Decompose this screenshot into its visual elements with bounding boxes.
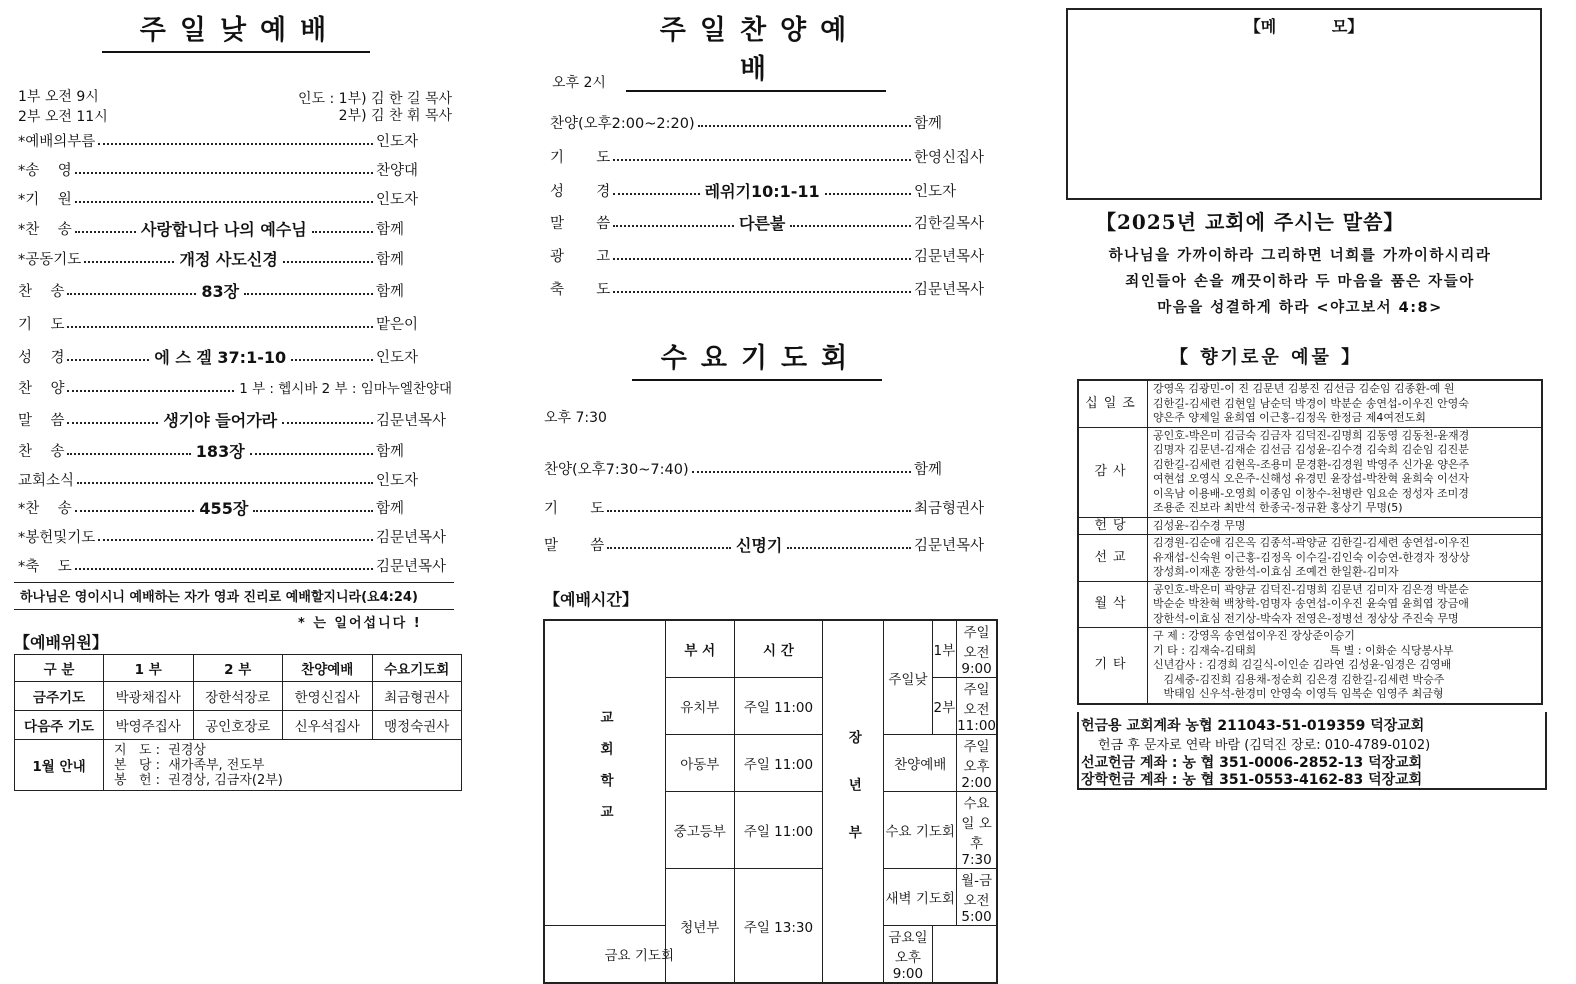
program-label: 성 경 (18, 350, 65, 366)
program-person: 함께 (914, 116, 943, 132)
program-item (18, 500, 454, 518)
adult-label: 장년부 (845, 730, 862, 873)
offerings-table (1077, 379, 1543, 705)
program-item (550, 183, 994, 201)
program-content: 레위기10:1-11 (704, 182, 820, 201)
program-person: 인도자 (914, 184, 957, 200)
offering-names: 신년감사 : 김경희 김길식-이인순 김라연 김성윤-임경은 김영배 (1153, 658, 1452, 671)
program-person: 함께 (376, 501, 405, 517)
offering-names: 김한길-김세련 김현옥-조용미 문경환-김경원 박영주 신가윤 양은주 (1153, 457, 1470, 471)
offering-names: 김성윤-김수경 무명 (1153, 518, 1246, 532)
program-label: *송 영 (18, 163, 72, 179)
school-label: 교회학교 (597, 710, 613, 836)
program-content: 사랑합니다 나의 예수님 (141, 220, 307, 239)
program-label: 교회소식 (18, 473, 75, 489)
service-time-2: 2부 오전 11시 (18, 109, 108, 125)
program-person: 김문년목사 (376, 413, 447, 429)
program-label: 찬 송 (18, 284, 65, 300)
adult-time: 수요일 오후 7:30 (957, 792, 997, 869)
program-content: 생기야 들어가라 (163, 411, 278, 430)
adult-sub: 1부 (932, 620, 957, 678)
program-person: 함께 (376, 252, 405, 268)
workers-cell: 박광채집사 (104, 682, 194, 711)
program-content: 455장 (199, 499, 249, 518)
program-item (544, 500, 994, 518)
month-guide-label: 1월 안내 (15, 740, 104, 791)
school-dept: 아동부 (666, 735, 735, 792)
month-guide-line: 봉 헌 : 권경상, 김금자(2부) (114, 772, 283, 788)
program-person: 인도자 (376, 192, 419, 208)
program-label: 찬양(오후7:30~7:40) (544, 462, 689, 478)
year-word-line: 죄인들아 손을 깨끗이하라 두 마음을 품은 자들아 (1125, 274, 1475, 290)
leader-line-2: 2부) 김 찬 휘 목사 (338, 108, 452, 124)
program-label: 말 씀 (550, 216, 611, 232)
program-label: *공동기도 (18, 252, 82, 268)
program-item (18, 472, 454, 490)
times-header: 시 간 (734, 620, 823, 678)
adult-time: 주일 오후 2:00 (957, 735, 997, 792)
program-content: 개정 사도신경 (179, 250, 278, 269)
offering-names: 공인호-박은미 김금숙 김금자 김덕진-김명희 김동영 김동천-윤재경 (1153, 428, 1470, 442)
workers-header: 2 부 (193, 655, 283, 682)
program-person: 인도자 (376, 350, 419, 366)
program-person: 함께 (914, 462, 943, 478)
program-person: 김문년목사 (914, 538, 985, 554)
offering-names: 공인호-박은미 곽양균 김덕진-김명희 김문년 김미자 김은경 박분순 (1153, 582, 1469, 596)
year-word-title: 【2025년 교회에 주시는 말씀】 (1096, 210, 1405, 234)
year-word-line: 마음을 성결하게 하라 <야고보서 4:8> (1157, 300, 1443, 316)
adult-time: 주일 오전 11:00 (957, 678, 997, 735)
program-content: 83장 (201, 282, 240, 301)
program-label: *예배의부름 (18, 134, 96, 150)
offering-names: 장성희-이재훈 장한석-이효심 조예건 한일환-김미자 (1153, 565, 1399, 578)
year-word-line: 하나님을 가까이하라 그리하면 너희를 가까이하시리라 (1108, 248, 1492, 264)
program-item (18, 221, 454, 239)
workers-header: 1 부 (104, 655, 194, 682)
praise-worship-time: 오후 2시 (552, 75, 606, 91)
offering-names: 구 제 : 강영옥 송연섭이우진 장상준이승기 (1153, 629, 1355, 642)
school-time: 주일 11:00 (734, 678, 823, 735)
program-content: 1 부 : 헵시바 2 부 : 임마누엘찬양대 (239, 381, 452, 397)
sunday-worship-title: 주일낮예배 (102, 8, 370, 53)
school-dept: 유치부 (666, 678, 735, 735)
program-item (18, 191, 454, 209)
offering-names: 박순순 박찬혁 백창학-엄명자 송연섭-이우진 윤숙엽 윤희엽 장금애 (1153, 597, 1469, 610)
adult-time: 금요일 오후 9:00 (884, 926, 932, 984)
month-guide-line: 지 도 : 권경상 (114, 742, 206, 758)
program-person: 인도자 (376, 134, 419, 150)
offering-names: 김명자 김문년-김재순 김선금 김성윤-김수경 김숙희 김순임 김진분 (1153, 443, 1469, 456)
workers-row-label: 다음주 기도 (15, 711, 104, 740)
program-person: 최금형권사 (914, 501, 985, 517)
program-person: 한영신집사 (914, 150, 985, 166)
program-item (18, 283, 454, 301)
offering-names: 강영옥 김광민-이 진 김문년 김봉진 김선금 김순임 김종환-예 원 (1153, 382, 1455, 395)
program-label: 기 도 (544, 501, 605, 517)
program-person: 인도자 (376, 473, 419, 489)
program-content: 에 스 겔 37:1-10 (154, 348, 287, 367)
program-label: *찬 송 (18, 222, 72, 238)
offering-names: 박태임 신우석-한경미 안영숙 이영득 임복순 임영주 최금형 (1153, 687, 1444, 700)
workers-cell: 박영주집사 (104, 711, 194, 740)
program-person: 함께 (376, 222, 405, 238)
adult-time: 월-금 오전 5:00 (957, 869, 997, 926)
offering-names: 기 타 : 김재숙-김태희 특 별 : 이화순 식당봉사부 (1153, 643, 1454, 657)
memo-title: 【메 모】 (1244, 17, 1364, 36)
workers-row-label: 금주기도 (15, 682, 104, 711)
program-label: 찬양(오후2:00~2:20) (550, 116, 695, 132)
program-item (544, 537, 994, 555)
workers-cell: 장한석장로 (193, 682, 283, 711)
program-person: 함께 (376, 284, 405, 300)
program-item (18, 558, 454, 576)
offering-row (1078, 427, 1542, 517)
service-times-table (543, 619, 998, 984)
adult-dept: 금요 기도회 (544, 926, 734, 984)
bank-contact: 헌금 후 문자로 연락 바람 (김덕진 장로: 010-4789-0102) (1098, 738, 1431, 753)
program-label: *축 도 (18, 559, 72, 575)
workers-header: 수요기도회 (372, 655, 462, 682)
program-item (18, 162, 454, 180)
offering-names: 이옥남 이용배-오영희 이종임 이창수-천병란 임요순 정성자 조미경 (1153, 486, 1469, 500)
workers-title: 【예배위원】 (14, 633, 108, 652)
service-time-1: 1부 오전 9시 (18, 89, 99, 105)
program-label: 말 씀 (544, 538, 605, 554)
program-item (18, 133, 454, 151)
offering-names: 조용준 진보라 최반석 한종국-정규환 홍상기 무명(5) (1153, 501, 1403, 514)
adult-dept: 주일낮 (884, 620, 932, 735)
adult-dept: 새벽 기도회 (884, 869, 957, 926)
program-item (550, 115, 994, 133)
program-label: *기 원 (18, 192, 72, 208)
offering-row (1078, 628, 1542, 704)
offering-category: 감사 (1078, 427, 1148, 517)
program-person: 찬양대 (376, 163, 419, 179)
workers-cell: 한영신집사 (283, 682, 373, 711)
program-item (550, 149, 994, 167)
wednesday-time: 오후 7:30 (544, 410, 607, 426)
program-person: 맡은이 (376, 317, 419, 333)
program-item (550, 215, 994, 233)
program-label: 찬 양 (18, 381, 65, 397)
bank-account-mission: 선교헌금 계좌 : 농 협 351-0006-2852-13 덕장교회 (1081, 755, 1423, 771)
memo-box (1066, 8, 1542, 200)
program-label: *찬 송 (18, 501, 72, 517)
program-person: 김문년목사 (376, 559, 447, 575)
adult-time: 주일 오전 9:00 (957, 620, 997, 678)
workers-header: 구 분 (15, 655, 104, 682)
program-label: 성 경 (550, 184, 611, 200)
adult-dept: 수요 기도회 (884, 792, 957, 869)
program-person: 김문년목사 (914, 249, 985, 265)
program-item (550, 248, 994, 266)
offering-category: 월삭 (1078, 581, 1148, 628)
offering-category: 헌당 (1078, 517, 1148, 535)
praise-worship-title: 주일찬양예배 (626, 8, 886, 92)
program-label: 말 씀 (18, 413, 65, 429)
school-dept: 청년부 (666, 869, 735, 984)
service-times-title: 【예배시간】 (544, 590, 638, 609)
program-person: 함께 (376, 444, 405, 460)
program-content: 신명기 (735, 536, 783, 555)
workers-cell: 최금형권사 (372, 682, 462, 711)
program-label: 광 고 (550, 249, 611, 265)
offering-row (1078, 380, 1542, 427)
offerings-title: 【 향기로운 예물 】 (1170, 347, 1363, 368)
program-item (550, 281, 994, 299)
offering-row (1078, 581, 1542, 628)
offering-category: 십일조 (1078, 380, 1148, 427)
offering-names: 김경원-김순애 김은옥 김종석-곽양균 김한길-김세련 송연섭-이우진 (1153, 536, 1470, 549)
wednesday-title: 수요기도회 (632, 336, 882, 381)
stand-note: * 는 일어섭니다 ! (298, 616, 422, 631)
leader-line-1: 인도 : 1부) 김 한 길 목사 (298, 91, 452, 107)
offering-category: 선교 (1078, 535, 1148, 582)
program-label: 찬 송 (18, 444, 65, 460)
school-time: 주일 13:30 (734, 869, 823, 984)
offering-names: 양은주 양제일 윤희엽 이근홍-김정옥 한정금 제4여전도회 (1153, 411, 1426, 424)
program-person: 김문년목사 (914, 282, 985, 298)
offering-names: 김한길-김세련 김현일 남순덕 박경이 박분순 송연섭-이우진 안영숙 (1153, 396, 1469, 410)
program-person: 김문년목사 (376, 530, 447, 546)
workers-cell: 맹정숙권사 (372, 711, 462, 740)
offering-names: 김세중-김진희 김용채-정순희 김은경 김한길-김세련 박승주 (1153, 672, 1445, 686)
school-time: 주일 11:00 (734, 792, 823, 869)
bank-account-scholarship: 장학헌금 계좌 : 농 협 351-0553-4162-83 덕장교회 (1081, 772, 1423, 788)
offering-names: 유재섭-신숙원 이근홍-김정옥 이수길-김인숙 이승연-한경자 정상상 (1153, 550, 1470, 564)
workers-header: 찬양예배 (283, 655, 373, 682)
worship-verse: 하나님은 영이시니 예배하는 자가 영과 진리로 예배할지니라(요4:24) (20, 590, 418, 605)
program-item (18, 349, 454, 367)
worship-workers-table (14, 654, 462, 791)
adult-sub: 2부 (932, 678, 957, 735)
school-dept: 중고등부 (666, 792, 735, 869)
adult-dept: 찬양예배 (884, 735, 957, 792)
program-item (18, 251, 454, 269)
bank-account-main: 헌금용 교회계좌 농협 211043-51-019359 덕장교회 (1081, 718, 1425, 734)
program-label: 기 도 (18, 317, 65, 333)
program-item (18, 380, 454, 398)
offering-names: 장한석-이효심 전기상-박숙자 전영은-정병선 정상상 주진숙 무명 (1153, 611, 1459, 625)
workers-cell: 신우석집사 (283, 711, 373, 740)
offering-row (1078, 517, 1542, 535)
school-time: 주일 11:00 (734, 735, 823, 792)
times-header: 부 서 (666, 620, 735, 678)
program-content: 183장 (195, 442, 245, 461)
program-person: 김한길목사 (914, 216, 985, 232)
offering-category: 기타 (1078, 628, 1148, 704)
offering-row (1078, 535, 1542, 582)
program-label: *봉헌및기도 (18, 530, 96, 546)
program-label: 기 도 (550, 150, 611, 166)
program-label: 축 도 (550, 282, 611, 298)
program-item (18, 529, 454, 547)
month-guide-line: 본 당 : 새가족부, 전도부 (114, 757, 265, 773)
workers-cell: 공인호장로 (193, 711, 283, 740)
program-content: 다른불 (738, 214, 786, 233)
program-item (18, 443, 454, 461)
program-item (544, 461, 994, 479)
offering-names: 여현섭 오영식 오은주-신해성 유경민 윤장섭-박찬혁 윤희숙 이선자 (1153, 472, 1469, 485)
program-item (18, 316, 454, 334)
program-item (18, 412, 454, 430)
